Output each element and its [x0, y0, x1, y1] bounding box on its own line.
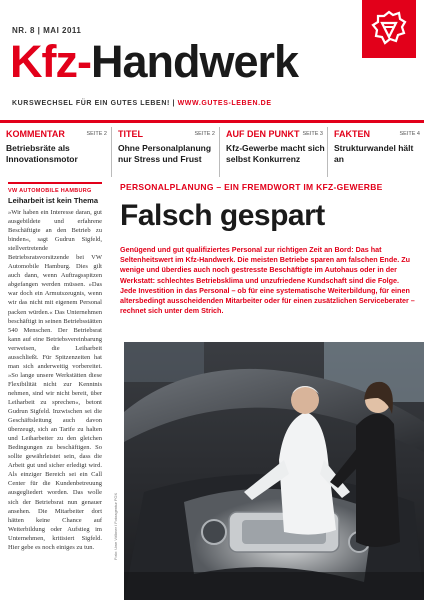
teaser-kicker: KOMMENTAR	[6, 129, 65, 139]
teaser-page: SEITE 3	[302, 131, 323, 137]
teaser-text: Ohne Personalplanung nur Stress und Frust	[118, 143, 212, 164]
article-photo	[124, 342, 424, 600]
ig-metall-logo	[362, 0, 416, 58]
teaser-kicker: FAKTEN	[334, 129, 370, 139]
sidebar-kicker: VW AUTOMOBILE HAMBURG	[8, 188, 92, 194]
teaser-kicker: TITEL	[118, 129, 143, 139]
tagline	[12, 100, 272, 107]
article-headline: Falsch gespart	[120, 199, 325, 232]
publication-title	[10, 36, 298, 88]
teaser-text: Betriebsräte als Innovationsmotor	[6, 143, 78, 164]
teaser-kicker: AUF DEN PUNKT	[226, 129, 300, 139]
photo-mechanics-engine	[124, 342, 424, 600]
main-article	[120, 182, 416, 316]
tagline-text: KURSWECHSEL FÜR EIN GUTES LEBEN!	[12, 100, 170, 107]
teaser-fakten[interactable]	[327, 127, 424, 177]
tagline-url[interactable]: WWW.GUTES-LEBEN.DE	[177, 100, 272, 107]
teaser-auf-den-punkt[interactable]	[219, 127, 327, 177]
teaser-page: SEITE 4	[399, 131, 420, 137]
tagline-separator: |	[169, 100, 178, 107]
article-lead: Genügend und gut qualifiziertes Personal zur richtigen Zeit an Bord: Das hat Seltenheitswert im Kfz-Handwerk. Die meisten Betriebe sparen am falschen Ende. Zu wenige und überdies auch noch gestresste Beschäftigte im Autohaus oder in der Werkstatt: schlechtes Betriebsklima und unzufriedene Kundschaft sind die Folge. Jede Investition in das Personal – ob für eine systematische Weiterbildung, für einen altersbedingt ausscheidenden Mitarbeiter oder für einen zusätzlichen Serviceberater – rechnet sich unter dem Strich.	[120, 245, 415, 316]
teaser-page: SEITE 2	[194, 131, 215, 137]
masthead	[0, 0, 424, 118]
issue-number: NR. 8 | MAI 2011	[12, 26, 82, 35]
teaser-text: Kfz-Gewerbe macht sich selbst Konkurrenz	[226, 143, 325, 164]
sidebar-body: »Wir haben ein Interesse daran, gut ausgebildete und erfahrene Beschäftigte an den Betrieb zu binden«, sagt Gudrun Sigfeld, stellvertretende Betriebsratsvorsitzende bei VW Automobile Hamburg. Dies gilt auch dann, wenn Auftragsspitzen abgefangen werden müssen. »Das war doch ein Armutszeugnis, wenn wir das nicht mit eigenem Personal packen würden.« Das Unternehmen beschäftigt in seinen Betriebsstätten 540 Menschen. Der Betriebsrat kann auf eine Betriebsvereinbarung verweisen, die Leiharbeit ausschließt. Für Spitzenzeiten hat man sich anderweitig vorbereitet. »So lange unsere Werkstätten diese Flexibilität nicht zur Kenntnis nehmen, sind wir nicht bereit, über Leiharbeit zu sprechen«, betont Gudrun Sigfeld. Inzwischen sei die Geschäftsleitung auch davon überzeugt, sich an Tarife zu halten und Leiharbeiter zu den gleichen Bedingungen zu beschäftigen. So sollte gewährleistet sein, dass die Arbeit gut und sicher erledigt wird. Als einziger Bereich sei ein Call Center für die Kundenbetreuung ausgegliedert worden. Das wolle sich der Betriebsrat nun genauer ansehen. Die Mitarbeiter dort hätten keine Chance auf Weiterbildung oder Aufstieg im Unternehmen, kritisiert Sigfeld. Hier gebe es noch einiges zu tun.	[8, 209, 102, 551]
logo-emblem-icon	[369, 9, 409, 49]
article-kicker: PERSONALPLANUNG – EIN FREMDWORT IM KFZ-GEWERBE	[120, 182, 383, 192]
teaser-page: SEITE 2	[86, 131, 107, 137]
teaser-titel[interactable]	[111, 127, 219, 177]
teaser-text: Strukturwandel hält an	[334, 143, 414, 164]
title-main: Handwerk	[90, 36, 299, 87]
sidebar-headline: Leiharbeit ist kein Thema	[8, 196, 99, 205]
teaser-kommentar[interactable]	[0, 127, 111, 177]
sidebar-box	[8, 182, 102, 562]
teaser-bar	[0, 120, 424, 176]
title-prefix: Kfz-	[10, 36, 91, 87]
photo-credit: Foto: Uwe Völkner / Fotoagentur FOX	[113, 492, 118, 560]
